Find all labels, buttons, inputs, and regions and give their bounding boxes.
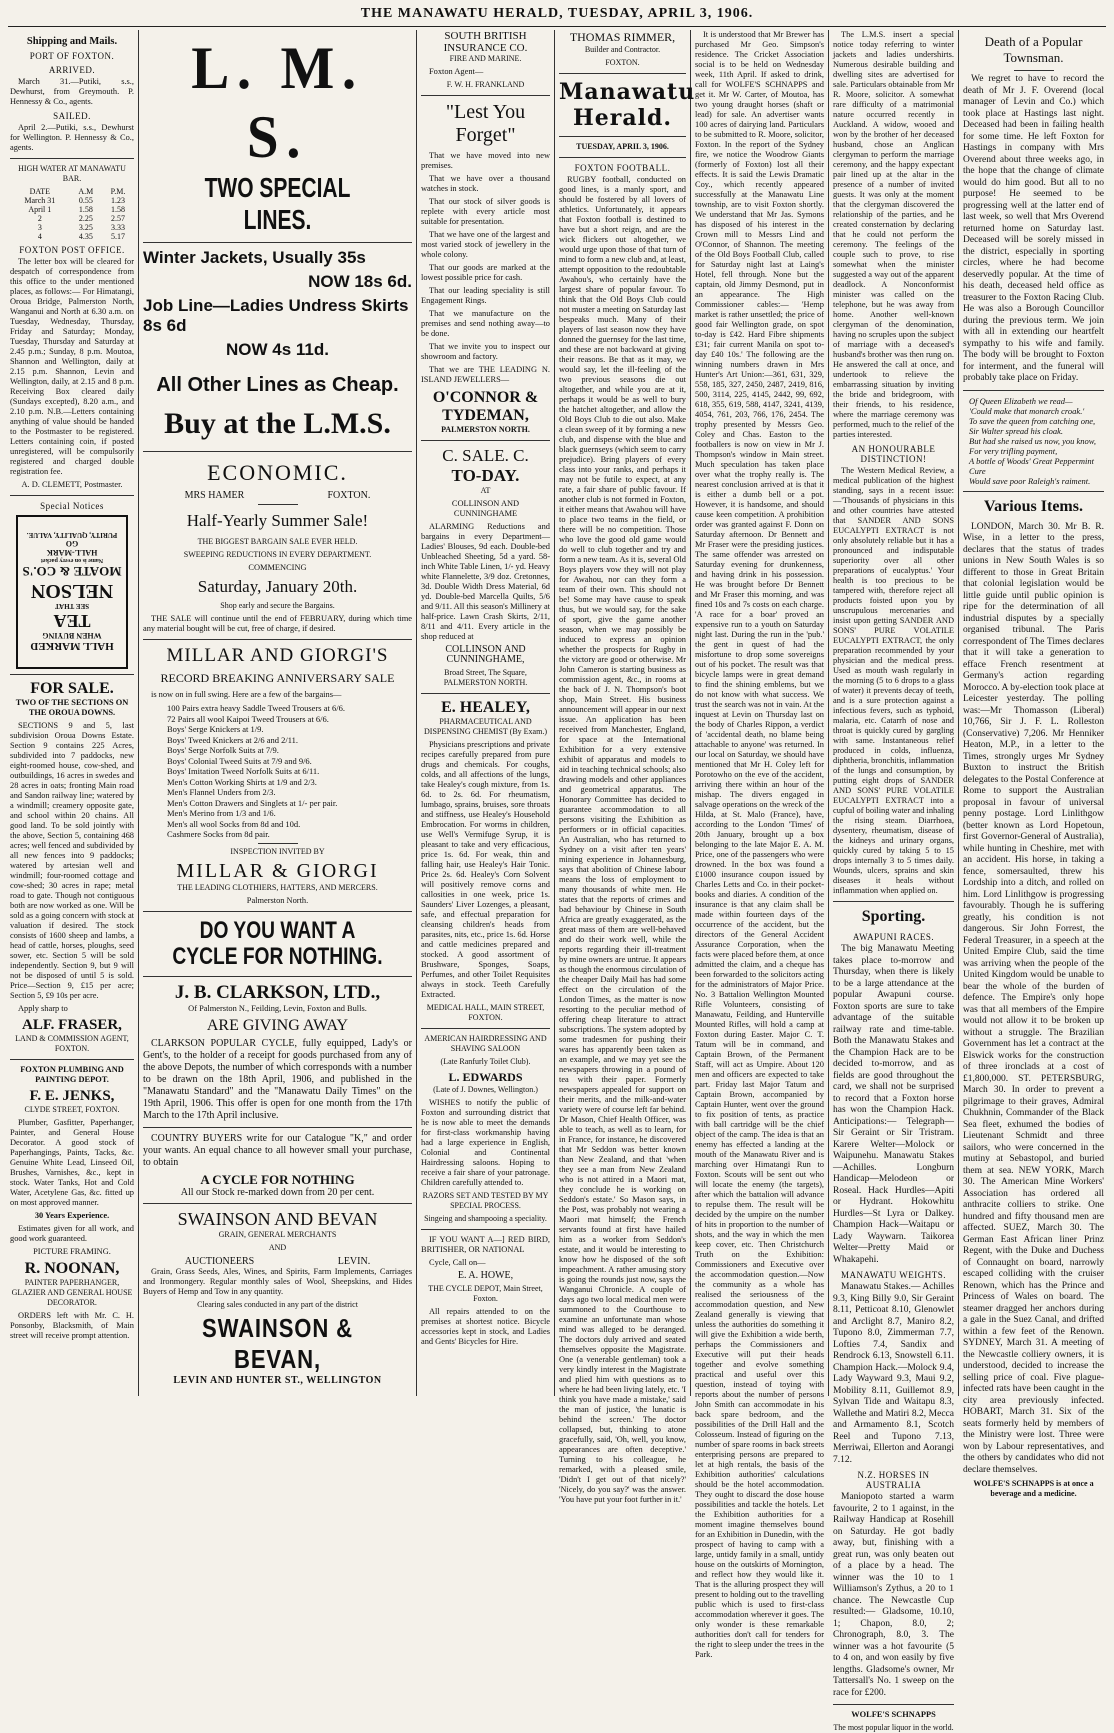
sb-auct-row (143, 1256, 412, 1267)
honour-text: The Western Medical Review, a medical publication of the highest standing, says in a recent issue:—'Thousands of physicians in this and other countries have attested that SANDER AND SONS EUCALYPTI EXTRACT is not only absolutely reliable but it has a pronounced and indisputable superiority over all other preparations of eucalyptus.' Your health is too precious to be tampered with, therefore reject all products foisted upon you by unscrupulous mercenaries and insist upon getting SANDER AND SONS' PURE VOLATILE EUCALYPTI EXTRACT, the only preparation recommended by your physician and the medical press. Used as mouth wash regularly in the morning (5 to 6 drops to a glass of water) it prevents decay of teeth, and is a sure protection against a infectious fevers, such as typhoid, malaria, etc. Catarrh of nose and throat is quickly cured by gargling with same. Instantaneous relief produced in colds, influenza, diphtheria, bronchitis, inflammation of the lungs and consumption, by putting eight drops of SANDER AND SONS' PURE VOLATILE EUCALYPTI EXTRACT into a cupful of boiling water and inhaling the rising steam. Diarrhoea, dysentery, rheumatism, disease of the kidneys and urinary organs, quickly cured by taking 5 to 15 drops internally 3 to 5 times daily. Wounds, ulcers, sprains and skin diseases it heals without inflammation when applied on. (833, 466, 954, 895)
econ-owner-row (143, 490, 412, 501)
summer-date: Saturday, January 20th. (197, 577, 358, 596)
fraser-sub: LAND & COMMISSION AGENT, FOXTON. (15, 1034, 129, 1053)
wolfe-sub: The most popular liquor in the world. (833, 1723, 954, 1732)
masthead-rule (8, 26, 1106, 27)
col6-body1: The L.M.S. insert a special notice today referring to winter jackets and ladies undershirts. Numerous desirable building and dwelling sites are advertised for sale. Particulars obtainable from Mr R. Moore, solicitor. A somewhat rare difficulty of a matrimonial nature occurred recently in Auckland. A widow, wooed and won by the brother of her deceased husband, chose an Anglican clergyman to perform the marriage ceremony, and the happy expectant pair lined up at the altar in the presence of a number of invited guests. It was only at the moment that the clergyman discovered the relationship of the parties, and he created consternation by declaring that he could not perform the ceremony. The feelings of the couple such to prove, to rise somewhat when the minister suggested a way out of the apparent deadlock. A Nonconformist minister was called on the telephone, but he was away from home. Another well-known clergyman of the denomination, having no scruples upon the subject of marriage with a deceased's husband's brother was then rung on. He answered the call at once, and undertook to relieve the embarrassing situation by inviting the bride and bridegroom, with their friends, to his residence, where the marriage ceremony was performed, much to the relief of the parties interested. (833, 30, 954, 439)
econ-title: ECONOMIC. (207, 460, 348, 485)
mg-item: Boys' Tweed Knickers at 2/6 and 2/11. (167, 734, 299, 745)
jenks-exp: 30 Years Experience. (34, 1211, 110, 1220)
awapuni-title: AWAPUNI RACES. (852, 932, 935, 942)
lms-subtitle: TWO SPECIAL LINES. (204, 172, 351, 235)
verse-line: To save the queen from catching one, (969, 415, 1096, 426)
mg-item: Men's Cotton Drawers and Singlets at 1/- per pair. (167, 797, 338, 808)
mg-item: 100 Pairs extra heavy Saddle Tweed Trousers at 6/6. (167, 703, 345, 713)
tide-cell: 3.25 (78, 223, 93, 232)
death-text: We regret to have to record the death of Mr J. F. Overend (local manager of Levin and Co.) which took place at Hastings last night. Deceased had been in failing health for some time. He left Foxton for Hastings in company with Mrs Overend about three weeks ago, in the hope that the change of climate would do him good. But all to no purpose! He seemed to be progressing well at the latter end of last week, so well that Mrs Overend returned home on Saturday last. Deceased will be sorely missed in the district, especially in sporting circles, where he had become deservedly popular. At the time of his death, deceased held office as treasurer to the Foxton Racing Club. He was also a Borough Councillor during the previous term. We join with all in extending our heartfelt sympathy to his wife and family. The body will be brought to Foxton for interment, and the funeral will probably take place on Friday. (963, 74, 1104, 383)
shipping-title: Shipping and Mails. (26, 36, 118, 47)
divider (421, 1229, 550, 1230)
post-text: The letter box will be cleared for despatch of correspondence from this office to the under mentioned places, as follows:— For Himatangi, Oroua Bridge, Palmerston North, Wanganui and North at 6.30 a.m. on Tuesday, Wednesday, Thursday, Friday and Saturday; Monday, Tuesday, Thursday and Saturday at 2.45 p.m.; Sunday, 8 p.m. Moutoa, Shannon and Wellington, daily at 2.15 p.m. Shannon, Levin and Wellington, daily, at 2.15 and 8 p.m. Receiving Box cleared daily (Sundays excepted), 8.20 a.m., and 2.10 p.m. N.B.—Letters containing anything of value should be handed to the Postmaster to be registered. Letters containing coin, if posted unregistered, will be compulsorily registered and charged double registration fee. (10, 257, 134, 476)
tides-head: DATE (29, 187, 51, 196)
lest-line: That we invite you to inspect our showroom and factory. (421, 342, 550, 361)
column-4 (555, 30, 696, 1504)
rimmer-town: FOXTON. (605, 58, 640, 67)
divider (1014, 70, 1054, 71)
tea-line: MOATE & CO.'S (22, 564, 122, 580)
rimmer-name: THOMAS RIMMER, (569, 30, 676, 44)
tea-advert (16, 515, 128, 669)
jbc-addr: Of Palmerston N., Feilding, Levin, Foxton and Bulls. (188, 1003, 367, 1013)
rimmer-sub: Builder and Contractor. (584, 45, 661, 54)
tide-cell: 3 (37, 223, 42, 232)
verse-line: For very trifling payment, (969, 445, 1058, 456)
cc-text: ALARMING Reductions and bargains in every Department— Ladies' Blouses, 9d each. Double-bed Unbleached Sheeting, 5d a yard. 58-inch White Table Linen, 1/- yd. Heavy white Flannelette, 3/9 doz. Cretonnes, 3d. Double Width Dress Material, 6d yd. Double-bed Marcella Quilts, 5/6 and 9/11. All this season's Millinery at half-price. Lawn Crash Skirts, 2/11, 8/11 and 4/11. Every article in the shop reduced at (421, 522, 550, 641)
divider (10, 674, 134, 675)
football-title: FOXTON FOOTBALL. (574, 163, 671, 173)
jbc-country: COUNTRY BUYERS write for our Catalogue "K," and order your wants. An equal chance to all however small your purchase, to obtain (143, 1132, 412, 1168)
cc-at: AT (480, 486, 491, 495)
divider (963, 491, 1104, 492)
tea-line: HALL-MARK (46, 548, 98, 558)
summer-text: THE SALE will continue until the end of FEBRUARY, during which time any material bought will be cut, free of charge, if desired. (143, 614, 412, 633)
verse-line: 'Could make that monarch croak.' (969, 405, 1085, 416)
divider (143, 1127, 412, 1128)
mg-item: Boys' Imitation Tweed Norfolk Suits at 6/11. (167, 766, 320, 776)
jenks-name: F. E. JENKS, (29, 1088, 115, 1104)
tea-line: TEA (53, 611, 91, 632)
tide-cell: 0.55 (78, 196, 93, 205)
port-title: PORT OF FOXTON. (29, 51, 115, 61)
lest-line: That our stock of silver goods is replete with every article most suitable for presentation. (421, 197, 550, 226)
tides-head: P.M. (110, 187, 126, 196)
divider (833, 901, 954, 902)
column-1 (6, 30, 139, 1396)
masthead: THE MANAWATU HERALD, TUESDAY, APRIL 3, 1906. (360, 6, 754, 21)
mg-town: Palmerston North. (246, 895, 309, 905)
noonan-text: ORDERS left with Mr. C. H. Ponsonby, Blacksmith, of Main street will receive prompt attention. (10, 1311, 134, 1340)
divider (833, 1704, 954, 1705)
mg-item: Boys' Serge Norfolk Suits at 7/9. (167, 745, 279, 755)
oct-town: PALMERSTON NORTH. (441, 425, 530, 434)
mg-name: MILLAR & GIORGI (176, 859, 379, 882)
divider (421, 95, 550, 96)
divider (421, 693, 550, 694)
divider (559, 73, 686, 74)
edwards-text: WISHES to notify the public of Foxton and surrounding district that he is now able to meet the demands for first-class workmanship having had a large experience in English, Colonial and Continental Hairdressing saloons. Hoping to receive a fair share of your patronage. Children carefully attended to. (421, 1098, 550, 1187)
sport-title: Sporting. (861, 908, 926, 925)
lest-line: That our leading speciality is still Engagement Rings. (421, 286, 550, 305)
awapuni-text: The big Manawatu Meeting takes place to-morrow and Thursday, when there is likely to be a large attendance at the popular Awapuni course. Foxton sports are sure to take advantage of the suitable railway rate and time-table. Both the Manawatu Stakes and the Champion Hack are to be decided to-morrow, and as fields are good throughout the card, we shall not be surprised to record that a Foxton horse has won the Champion Hack. Anticipations:— Telegraph—Sir Geraint or Sir Tristram. Karere Welter—Molock or Waipunehu. Manawatu Stakes—Achilles. Longburn Handicap—Melodeon or Roseal. Hack Hurdles—Apiti or Hydrant. Hokowhitu Hurdles—St Lyra or Dalkey. Champion Hack—Waitapu or Lady Waywarn. Taikorea Welter—Pretty Maid or Whakapehi. (833, 944, 954, 1265)
sailed-text: April 2.—Putiki, s.s., Dewhurst for Wellington. P. Hennessy & Co., agents. (10, 123, 134, 152)
tide-cell: 1.58 (78, 205, 93, 214)
lms-buy: Buy at the L.M.S. (164, 407, 391, 440)
cc-name: COLLINSON AND CUNNINGHAME (451, 499, 520, 518)
healey-hall: MEDICAL HALL, MAIN STREET, FOXTON. (426, 1003, 545, 1022)
summer-shop: Shop early and secure the Bargains. (220, 601, 335, 610)
verse-line: Of Queen Elizabeth we read— (969, 395, 1073, 406)
death-title: Death of a Popular Townsman. (984, 34, 1083, 65)
lest-title: "Lest You Forget" (445, 101, 526, 146)
divider (258, 843, 298, 844)
lms-line: Job Line—Ladies Undress Skirts 8s 6d (143, 296, 409, 335)
commencing: COMMENCING (248, 563, 307, 572)
mg-item: Men's all wool Socks from 8d and 10d. (167, 818, 301, 829)
lest-line: That we manufacture on the premises and send nothing away—to be done. (421, 309, 550, 338)
tide-cell: April 1 (28, 205, 52, 214)
col4-body: RUGBY football, conducted on good lines, is a manly sport, and should be fostered by all lovers of athletics. Unfortunately, it appears that Foxton football is destined to have but a short reign, and are the wick flickers out altogether, we would urge upon those of that turn of mind to form a new club and, at least, attempt opposition to the redoubtable Awahou's, who certainly have the largest share of popular favour. To think that the Old Boys Club could not muster a meeting on Saturday last bespeaks much. Many of their players of last season now they have donned the guernsey for the last time, and these are not backward at giving their reasons. Be that as it may, we would say, let the ill-feeling of the two previous seasons die out altogether, and while you are at it, perhaps it would be as well to bury the hatchet altogether, and allow the Old Boys Club to die out also. Make a clean sweep of it by forming a new club, and dispense with the blue and black guernseys (which seem to carry prejudice). Bring players of every class into your ranks, and perhaps it may not be futile to expect, at any rate, a fair share of public favour. If another club is not formed in Foxton, it either means that Awahou will have to place two teams in the field, or there will be no competition. Those who love the good old game would do well to club together and try and form a new team. As it is, several Old Boys players vow they will not play for Awahou, nor can they form a team of their own. This should not be! Some may have cause to speak thus, but we would say, for the sake of sport, give the game another season, when we may possibly be induced to express an opinion whether the prospects for Rugby in the victory are good or otherwise. Mr John Cameron is starting business as commission agent, &c., in rooms at the back of J. N. Thompson's boot shop, Main Street. His business announcement will appear in our next issue. An application has been received from Manchester, England, for space at the International Exhibition for a very extensive exhibit of apparatus and models to aid in teaching technical schools; also drawing models and other appliances and geometrical apparatus. The Honorary Committee has decided to guarantee accommodation to all persons visiting the Exhibition as performers or in official capacities. An Australian, who has returned to Sydney on a visit after ten years' mining experience in Johannesburg, says that abolition of Chinese labour means the loss of employment to many thousands of white men. He states that the reports of crimes and bad behaviour by Chinese in South Africa are greatly exaggerated, as the great mass of them are well-behaved and do their work well, while the reports regarding their ill-treatment by mine owners are untrue. It appears as though the enormous circulation of the cheaper Daily Mail has had some effect on the circulation of the London Times, as the matter is now resorting to the peculiar method of offering cheap literature to attract subscriptions. The system adopted by some tradesmen for pushing their wares has apparently been taken as an example, and we may yet see the newspapers throwing in a pound of tea with their paper. Formerly newspapers appealed for support on their merits, and the milk-and-water variety were of course left far behind. Dr Mason, Chief Health Officer, was able to teach, as well as to learn, for in France, for instance, he discovered that Mr Seddon was better known than New Zealand, and that 'when they see a man from New Zealand who is not attired in a Maori mat, they conclude he is working on Seddon's estate.' So Mason says, in the Post, was probably not wearing a Maori mat himself; the French servants found at first have hailed him as a worker from Seddon's estate, and it would be interesting to know how he disposed of the soft impeachment. A rather amusing story is going the rounds just now, says the Wanganui Chronicle. A couple of days ago two local medical men were summoned to the Courthouse to examine an unfortunate man whose mind was alleged to be deranged. The doctors duly arrived and seated themselves opposite the Magistrate. One (a venerable gentleman) took a very kindly interest in the Magistrate and plied him with questions as to where he had been living lately, etc. 'I think you have made a mistake,' said the man of justice, 'the lunatic is behind the screen.' The doctor collapsed, but, thinking to atone gracefully, said, 'Oh, well, you know, appearances are often deceptive.' Turning to his colleague, he remarked, with a pleased smile, 'Didn't I get out of that nicely?' 'Nicely, do you say?' was the answer. 'You have put your foot further in it.' (559, 175, 686, 1504)
tide-cell: 5.17 (111, 232, 125, 241)
lms-price: NOW 4s 11d. (226, 340, 329, 359)
tea-line: HALL MARKED (30, 640, 114, 653)
divider (10, 1059, 134, 1060)
ins-agent: Foxton Agent— (429, 67, 484, 76)
jbc-name: J. B. CLARKSON, LTD., (174, 981, 381, 1003)
edwards-late: (Late of J. Downes, Wellington.) (433, 1085, 538, 1094)
lest-line: That we have moved into new premises. (421, 151, 550, 170)
edwards-name: L. EDWARDS (448, 1070, 523, 1084)
sb-clear: Clearing sales conducted in any part of the district (197, 1299, 358, 1309)
tide-cell: 2.25 (78, 214, 93, 223)
wolfe-title: WOLFE'S SCHNAPPS (851, 1710, 936, 1719)
verse-line: A bottle of Woods' Great Peppermint Cure (969, 455, 1094, 476)
divider (143, 451, 412, 452)
summer-sub: THE BIGGEST BARGAIN SALE EVER HELD. (197, 537, 358, 546)
jbc-stock: All our Stock re-marked down from 20 per cent. (180, 1186, 375, 1198)
healey-name: E. HEALEY, (441, 699, 530, 716)
tide-cell: 4.35 (78, 232, 93, 241)
ins-agent-name: F. W. H. FRANKLAND (446, 80, 525, 89)
tides-title: HIGH WATER AT MANAWATU BAR. (18, 164, 126, 183)
howe-name: E. A. HOWE, (457, 1270, 514, 1281)
sb-big: SWAINSON & BEVAN, (202, 1312, 353, 1374)
column-7 (959, 30, 1108, 1498)
sailed-label: SAILED. (53, 111, 91, 121)
sale-sub: TWO OF THE SECTIONS ON THE OROUA DOWNS. (15, 698, 129, 717)
tide-cell: 1.23 (111, 196, 125, 205)
tea-line: WHEN BUYING (42, 631, 102, 641)
divider (258, 504, 298, 505)
econ-owner: MRS HAMER (184, 490, 245, 501)
mg-item: Cashmere Socks from 8d pair. (167, 829, 270, 839)
tides-table (10, 187, 134, 241)
honour-title: AN HONOURABLE DISTINCTION! (851, 444, 936, 464)
sale-title: FOR SALE. (30, 680, 114, 697)
sale-text: SECTIONS 9 and 5, last subdivision Oroua Downs Estate. Section 9 contains 225 Acres, subdivided into 7 paddocks, new eight-roomed house, cow-shed, and outbuildings, 16 acres in swedes and 28 acres in oats; fronting Main road and Sandon railway line; watered by a windmill; creamery opposite gate, and school within 20 chains. All good land. To be sold jointly with the above, Section 5, containing 468 acres; well fenced and subdivided by all new fences into 9 paddocks; watered by artesian well and windmill; four-roomed cottage and cow-shed; 30 acres in rape; metal road to gate. Though not contiguous both are now worked as one. Will be sold as a going concern with stock at valuation if desired. The stock consists of 1600 sheep and lambs, a head of cattle, horses, ploughs, seed sower, etc. Section 5 will be sold independently. Section 9, but 9 will not be disposed of until 5 is sold. Price—Section 9, £15 per acre; Section 5, £9 10s per acre. (10, 721, 134, 1000)
framing: PICTURE FRAMING. (33, 1247, 111, 1256)
divider (143, 911, 412, 912)
weights-text: Manawatu Stakes.— Achilles 9.3, King Billy 9.0, Sir Geraint 8.11, Petticoat 8.10, Glenowlet and Arclight 8.7, Maniro 8.2, Tupono 8.0, Zimmerman 7.7, Lofties 7.4, Sandix and Rendrock 6.13, Snowstell 6.11. Champion Hack.—Molock 9.4, Lady Wayward 9.3, Maui 9.2, Mobility 8.11, Guillemot 8.9, Sylvan Tide and Waitapu 8.3, Wallethe and Matiri 8.2, Mecca and Armamento 8.1, Scotch Reel and Tupono 7.13, Merriwai, Ellerton and Aorangi 7.12. (833, 1282, 954, 1465)
lest-line: That we have over a thousand watches in stock. (421, 174, 550, 193)
divider (143, 1203, 412, 1204)
divider (143, 639, 412, 640)
sb-title: SWAINSON AND BEVAN (177, 1208, 378, 1229)
sb-text: Grain, Grass Seeds, Ales, Wines, and Spirits, Farm Implements, Carriages and Ironmongery. Regular monthly sales of Wool, Sheepskins, and Hides Buyers of Hemp and Tow in any quantity. (143, 1266, 412, 1296)
oct-name: O'CONNOR & TYDEMAN, (432, 389, 539, 424)
sb-levin: LEVIN. (337, 1255, 371, 1267)
arrived-label: ARRIVED. (48, 65, 96, 75)
howe-text: All repairs attended to on the premises at shortest notice. Bicycle accessories kept in stock, and Ladies and Gents' Bicycles for Hire. (421, 1307, 550, 1346)
horses-text: Maniopoto started a warm favourite, 2 to 1 against, in the Railway Handicap at Rosehill on Saturday. He got badly away, but, finishing with a great run, was only beaten out of a place by a head. The winner was the 10 to 1 Williamson's Zythus, a 20 to 1 chance. The Newcastle Cup resulted:— Gladsome, 10.10, 1; Chapon, 8.0, 2; Chronograph, 8.0, 3. The winner was a hot favourite (5 to 4 on, and won easily by five lengths. Gladsome's owner, Mr Tattersall's No. 1 sweep on the race for £200. (833, 1492, 954, 1698)
jbc-cycle: A CYCLE FOR NOTHING (200, 1171, 355, 1187)
various-text: LONDON, March 30. Mr B. R. Wise, in a letter to the press, declares that the status of trades unions in New South Wales is so different to those in Great Britain that colonial legislation would be little guide until public opinion is ripe for the determination of all industrial disputes by a specially organised tribunal. The Paris correspondent of The Times declares that it will take a generation to efface French resentment at Germany's action regarding Morocco. A by-election took place at Leicester yesterday. The polling was:—Mr Thomasson (Liberal) 10,766, Sir J. F. L. Rolleston (Conservative) 7,206. Mr Henniker Heaton, M.P., in a letter to the Times, strongly urges Mr Sydney Buxton to instruct the British delegates to the Postal Conference at Rome to support the Australian proposal in favour of universal penny postage. Lord Linlithgow (better known as Lord Hopetoun, first Governor-General of Australia), while hunting in Cheshire, met with an accident. His horse, in taking a fence, somersaulted, threw his Lordship into a ditch, and rolled on him. Lord Linlithgow is progressing favourably. Though he is suffering greatly, his condition is not dangerous. Sir John Forrest, the Federal Treasurer, in a speech at the United Empire Club, said the time was arriving when the people of the United Kingdom would be unable to bear the whole of the burden of defence. The Empire's only hope was that all members of the Empire would not allow it to be broken up without a struggle. The Brazilian Government has let a contract at the Elswick works for the construction of three ironclads at a cost of £1,800,000. ST. PETERSBURG, March 30. In order to prevent a pilgrimage to their graves, Admiral Chukhnin, Commander of the Black Sea fleet, exhumed the bodies of Lieutenant Schmidt and three sailors, who were concerned in the mutiny at Sebastopol, and buried them at sea. NEW YORK, March 30. The American Mine Workers' Association has ordered all anthracite colliers to strike. One hundred and fifty thousand men are affected. SUEZ, March 30. The German East African liner Prinz Regent, with the Duke and Duchess of Connaught on board, narrowly escaped colliding with the cruiser Renown, which has the Prince and Princess of Wales on board. The steamer dragged her anchors during a gale in the Suez Canal, and drifted within a few feet of the Renown. SYDNEY, March 31. A meeting of the Newcastle colliery owners, it is understood, decided to increase the selling price of coal. Five plague-infected rats have been caught in the city area previously infected. HOBART, March 31. Six of the seats formerly held by members of the Ministry were lost. Three were won by Labour representatives, and the others by candidates who did not declare themselves. (963, 521, 1104, 1475)
sb-sub: GRAIN, GENERAL MERCHANTS (218, 1229, 337, 1239)
lest-line: That our goods are marked at the lowest possible price for cash. (421, 263, 550, 282)
jbc-text: CLARKSON POPULAR CYCLE, fully equipped, Lady's or Gent's, to the holder of a receipt for goods purchased from any of the above Depots, the number of which corresponds with a number to be drawn on the 18th April, 1906, and published in the "Manawatu Standard" and the "Manawatu Daily Times" on the 19th April, 1906. This offer is open for one month from the 17th March to the 17th April inclusive. (143, 1037, 412, 1121)
divider (143, 976, 412, 977)
horses-title: N.Z. HORSES IN AUSTRALIA (857, 1470, 930, 1490)
hair-title: AMERICAN HAIRDRESSING AND SHAVING SALOON (424, 1034, 547, 1053)
col7-footer: WOLFE'S SCHNAPPS is at once a beverage and a medicine. (973, 1479, 1094, 1498)
cc2-addr: Broad Street, The Square, PALMERSTON NORTH. (443, 668, 528, 687)
noonan-name: R. NOONAN, (24, 1260, 120, 1277)
columns (6, 30, 1108, 1732)
paper-date: TUESDAY, APRIL 3, 1906. (576, 142, 669, 151)
column-6 (829, 30, 959, 1732)
arrived-text: March 31.—Putiki, s.s., Dewhurst, from Greymouth. P. Hennessy & Co., agents. (10, 77, 134, 106)
tea-line: PURITY, QUALITY, VALUE. (26, 531, 118, 540)
jbc-giving: ARE GIVING AWAY (206, 1016, 349, 1034)
cc2-name: COLLINSON AND CUNNINGHAME, (445, 644, 526, 665)
jenks-head: FOXTON PLUMBING AND PAINTING DEPOT. (20, 1065, 124, 1084)
lest-line: That we are THE LEADING N. ISLAND JEWELLERS— (421, 365, 550, 384)
weights-title: MANAWATU WEIGHTS. (840, 1270, 947, 1280)
jenks-sub: CLYDE STREET, FOXTON. (24, 1105, 120, 1114)
tides-head: A.M (78, 187, 94, 196)
mg-intro: is now on in full swing. Here are a few of the bargains— (151, 690, 342, 699)
sb-auct: AUCTIONEERS (184, 1255, 255, 1267)
verse-line: Sir Walter spread his cloak. (969, 425, 1064, 436)
post-title: FOXTON POST OFFICE. (19, 245, 125, 255)
tide-cell: 1.58 (111, 205, 125, 214)
jenks-estimates: Estimates given for all work, and good work guaranteed. (10, 1224, 134, 1243)
various-title: Various Items. (984, 497, 1083, 515)
lms-line: Winter Jackets, Usually 35s (143, 248, 366, 267)
lms-title: L. M. S. (191, 35, 364, 170)
cycle-call: Cycle, Call on— (429, 1258, 486, 1267)
ins-type: FIRE AND MARINE. (449, 54, 522, 63)
mg-list (143, 703, 412, 840)
divider (10, 495, 134, 496)
divider (421, 440, 550, 441)
cc-today: TO-DAY. (451, 466, 520, 485)
mg-item: Men's Merino from 1/3 and 1/6. (167, 808, 276, 818)
summer-title: Half-Yearly Summer Sale! (186, 511, 369, 530)
tea-line: SEE THAT (54, 602, 90, 611)
mg-item: Men's Cotton Working Shirts at 1/9 and 2/3. (167, 776, 317, 787)
tide-cell: 2.57 (111, 214, 125, 223)
verse-line: Would save poor Raleigh's raiment. (969, 475, 1091, 486)
mg-item: 72 Pairs all wool Kaipoi Tweed Trousers at 6/6. (167, 713, 329, 724)
notices-title: Special Notices (40, 501, 104, 511)
sb-footer: LEVIN AND HUNTER ST., WELLINGTON (173, 1374, 382, 1386)
mg-item: Men's Flannel Unders from 2/3. (167, 787, 276, 797)
verse-line: But had she raised us now, you know, (969, 435, 1096, 446)
mg-sub: RECORD BREAKING ANNIVERSARY SALE (160, 671, 395, 685)
fraser-name: ALF. FRASER, (22, 1017, 122, 1033)
mg-title: MILLAR AND GIORGI'S (166, 645, 389, 666)
mg-desc: THE LEADING CLOTHIERS, HATTERS, AND MERCERS. (177, 882, 378, 892)
mg-item: Boys' Serge Knickers at 1/9. (167, 724, 264, 734)
tea-line: Name is on every packet (40, 557, 104, 564)
healey-sub: PHARMACEUTICAL AND DISPENSING CHEMIST (By Exam.) (424, 717, 547, 736)
jenks-text: Plumber, Gasfitter, Paperhanger, Painter, and General House Decorator. A good stock of Paperhangings, Paints, Tacks, &c. Genuine White Lead, Linseed Oil, Brushes, Varnishes, &c., kept in stock. Water Tanks, Hot and Cold Water, Acetylene Gas, &c. fitted up on most approved manner. (10, 1118, 134, 1207)
post-sign: A. D. CLEMETT, Postmaster. (21, 480, 123, 489)
divider (421, 1028, 550, 1029)
tide-cell: March 31 (24, 196, 56, 205)
lms-other: All Other Lines as Cheap. (156, 374, 399, 396)
tea-line: NELSON (30, 580, 114, 603)
summer-sub2: SWEEPING REDUCTIONS IN EVERY DEPARTMENT. (183, 550, 372, 559)
paper-title: Manawatu Herald. (559, 79, 696, 131)
razors: RAZORS SET AND TESTED BY MY SPECIAL PROCESS. (422, 1191, 549, 1210)
column-5 (691, 30, 829, 1659)
ins-name: SOUTH BRITISH INSURANCE CO. (443, 30, 528, 54)
divider (559, 136, 686, 137)
divider (143, 242, 412, 243)
cycle-want: IF YOU WANT A—] RED BIRD, BRITISHER, OR NATIONAL (421, 1235, 550, 1254)
noonan-sub: PAINTER PAPERHANGER, GLAZIER AND GENERAL HOUSE DECORATOR. (11, 1278, 133, 1307)
tide-cell: 3.33 (111, 223, 125, 232)
econ-town: FOXTON. (327, 490, 371, 501)
divider (559, 157, 686, 158)
cc-sale-title: C. SALE. C. (442, 446, 529, 465)
mg-invite: INSPECTION INVITED BY (230, 846, 325, 856)
lest-line: That we have one of the largest and most varied stock of jewellery in the whole colony. (421, 230, 550, 259)
cycle-title: DO YOU WANT A CYCLE FOR NOTHING. (172, 916, 383, 970)
divider (963, 390, 1104, 391)
howe-addr: THE CYCLE DEPOT, Main Street, Foxton. (428, 1284, 543, 1303)
healey-text: Physicians prescriptions and private recipes carefully prepared from pure drugs and chemicals. For coughs, colds, and all affections of the lungs, take Healey's cough mixture, from 1s. 6d. to 2s. 6d. For rheumatism, lumbago, sprains, bruises, sore throats and stiffness, use Healey's Household Embrocation. For worms in children, use Well's Vermifuge Syrup, it is pleasant to take and very efficacious, price 1s. 6d. For weak, thin and falling hair, use Healey's Hair Tonic. Price 2s. 6d. Healey's Corn Solvent will positively remove corns and callosities in one week, price 1s. Saunders' Liver Lozenges, a pleasant, safe, and effectual preparation for cleansing children's heads from parasites, nits, etc., price 1s. 6d. Horse and cattle medicines prepared and stocked. A good assortment of Brushware, Sponges, Soaps, Perfumes, and other Toilet Requisites always in stock. Teeth Carefully Extracted. (421, 740, 550, 999)
lms-price: NOW 18s 6d. (308, 272, 412, 291)
column-3 (417, 30, 555, 1396)
mg-item: Boys' Colonial Tweed Suits at 7/9 and 9/6. (167, 755, 312, 766)
divider (10, 158, 134, 159)
hair-late: (Late Ranfurly Toilet Club). (440, 1057, 531, 1066)
tide-cell: 4 (37, 232, 42, 241)
singeing: Singeing and shampooing a speciality. (424, 1214, 547, 1223)
sb-and: AND (268, 1242, 287, 1252)
sale-apply: Apply sharp to (18, 1004, 68, 1013)
tea-line: GO (65, 539, 79, 549)
col5-body: It is understood that Mr Brewer has purchased Mr Geo. Simpson's residence. The Cricket Association social is to be held on Wednesday week, 11th April. If asked to drink, call for WOLFE'S SCHNAPPS and get it. Mr W. Carter, of Moutoa, has two young draught horses (shaft or lead) for sale. An advertiser wants 100 acres of dairying land. Particulars to be submitted to R. Moore, solicitor, Foxton. In the report of the Sydney fire, we notice the Woodrow Giants (formerly of Foxton) lost all their effects. It is said the Lewis Dramatic Coy., which recently appeared successfully at the Manawatu Line township, are to visit Foxton shortly. We understand that Mr Jas. Symons has disposed of his interest in the Crown mill to Messrs Lind and O'Connor, of Shannon. The meeting of the Old Boys Football Club, called for Saturday night last at Laing's Hotel, fell through. None but the captain, old Jimmy Desmond, put in an appearance. The High Commissioner cables:— 'Hemp market is rather unsettled; the price of good fair Wellington grade, on spot to-day is £42. Hard Fibre shipments £31; fair current Manila on spot to-day £40 10s.' The following are the winning numbers drawn in Mrs Hunter's Art Union:—361, 631, 329, 558, 185, 327, 2450, 2487, 2419, 816, 500, 3114, 225, 4145, 2442, 99, 692, 618, 355, 619, 588, 4147, 3241, 4139, 4054, 761, 203, 766, 176, 2454. The trophy presented by Messrs Geo. Coley and Chas. Easton to the footballers is now on view in Mr J. Thompson's window in Main street. Much speculation has taken place over what the trophy really is. The nearest conclusion arrived at is that it is either a dumb bell or a pot. However, it is handsome, and should cause keen competition. A prohibition order was granted against F. Donn on Saturday afternoon. Dr Bennett and Mr Fraser were the presiding justices. The same offender was arrested on Saturday evening for drunkenness, and having drink in his possession. He was brought before Dr Bennett and Mr Fraser this morning, and was fined 10s and 7s costs on each charge. 'A race for a boar' proved an expensive run to a youth on Saturday night last. During the run in the 'pub.' the gent in quest of had the misfortune to drop some sovereigns out of his pocket. The result was that bicycle lamps were in great demand to find the shining emblems, but we do not know with what success. We trust the search was not in vain. At the inquest at Levin on Thursday last on the body of Charles Rippon, a verdict of 'accidental death, no blame being attachable to anyone' was returned. In our local on Saturday, we should have mentioned that Mr H. Coley left for Porotowho on the eve of the accident, arriving there within an hour of the mishap. The divers engaged in salvage operations on the wreck of the Hilda, at St. Malo (France), have, according to the London 'Times' of 20th January, brought up a box belonging to the late Major E. A. M. Price, one of the passengers who were drowned. In the box was found a £1000 insurance coupon issued by Charles Letts and Co. in their pocket-books and diaries. A condition of the insurance is that any claim shall be made within fourteen days of the occurrence of the accident, but the directors of the General Accident Assurance Corporation, when the facts were placed before them, at once admitted the claim, and a cheque has been forwarded to the solicitors acting for the administrators of Major Price. No. 3 Battalion Wellington Mounted Rifle Volunteers, consisting of Manawatu, Feilding, and Hunterville Mounted Rifles, will hold a camp at Foxton during Easter. Major C. T. Tatum will be in command, and Captain Brown, of the Permanent Staff, will act as Umpire. About 120 men and officers are expected to take part. Friday last Major Tatum and Captain Brown, accompanied by Captain Hunter, went over the ground to fix position of tents, as practice with ball cartridge will be the chief object of the camp. The idea is that an enemy has effected a landing at the mouth of the Manawatu River and is marching over Himatangi Run to Foxton. Scouts will be sent out who will locate the enemy (the targets), after which the battalion will advance to repulse them. The result will be decided by the umpire on the number of hits in proportion to the number of shots, and the way in which the men keep cover, etc. Then Christchurch Truth on the Exhibition: Commissioners and Executive over the accommodation question.—Now the community as a whole has realised the seriousness of the accommodation question, and New Zealand generally is viewing that unless the authorities do something it will give the Exhibition a wide berth, perhaps the Commissioners and Executive will put their heads together and evolve something practical and useful over this question, instead of toying with reports about the number of persons John Smith can accommodate in his back spare bedroom, and the possibilities of the Drill Hall and the Colosseum. Instead of figuring on the number of spare rooms in back streets enterprising persons are prepared to let at high rentals, the basis of the Exhibition authorities' calculations should be the hotel accommodation. They ought to discard the dose house possibilities and tackle the hotels. Let the Exhibition authorities for a moment imagine themselves bound for an Exhibition in Dunedin, with the prospect of having to camp with a large, untidy family in a small, untidy house on the outskirts of Mornington, and reflect how they would like it. That is the alluring prospect they will present to holding out to the travelling public which is used to first-class accommodation wherever it goes. The only wonder is these remarkable authorities don't call for tenders for the right to sleep under the trees in the Park. (695, 30, 824, 1659)
column-2 (139, 30, 417, 1396)
tide-cell: 2 (37, 214, 42, 223)
